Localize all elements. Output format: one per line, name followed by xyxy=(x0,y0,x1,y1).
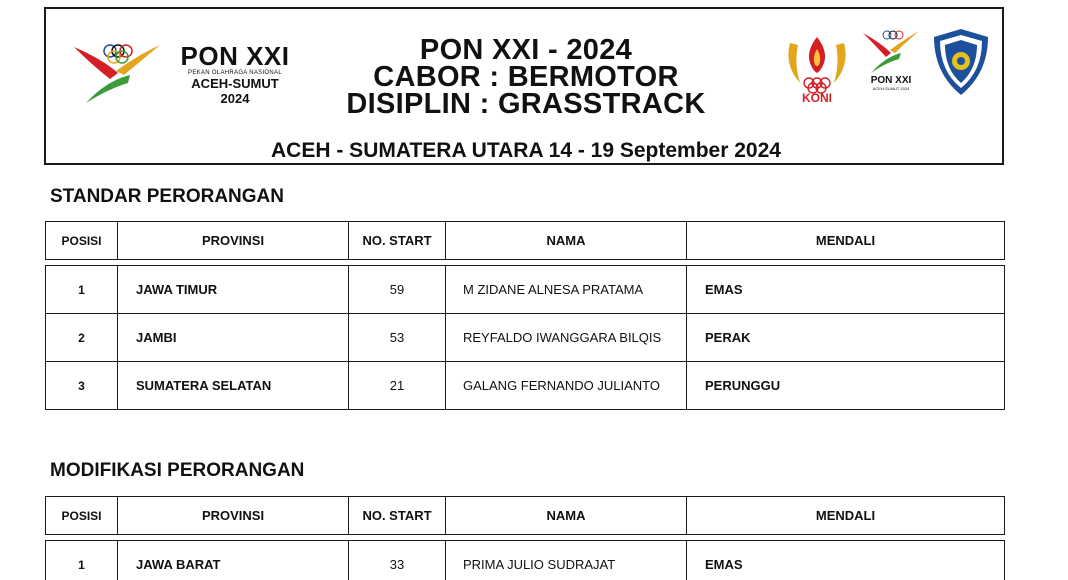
results-table-standar xyxy=(45,221,1005,410)
table-header-row xyxy=(46,497,1005,535)
logo-region: ACEH-SUMUT xyxy=(191,76,279,91)
col-mendali: MENDALI xyxy=(687,497,1005,535)
cell-nama: GALANG FERNANDO JULIANTO xyxy=(446,362,687,410)
cell-no-start: 59 xyxy=(349,266,446,314)
col-no-start: NO. START xyxy=(349,497,446,535)
koni-label: KONI xyxy=(802,91,832,105)
cell-provinsi: JAMBI xyxy=(118,314,349,362)
cell-mendali: PERAK xyxy=(687,314,1005,362)
cell-mendali: EMAS xyxy=(687,541,1005,580)
cell-no-start: 33 xyxy=(349,541,446,580)
cell-nama: M ZIDANE ALNESA PRATAMA xyxy=(446,266,687,314)
logo-subtitle: PEKAN OLAHRAGA NASIONAL xyxy=(188,70,282,76)
cell-provinsi: JAWA TIMUR xyxy=(118,266,349,314)
title-line-1: PON XXI - 2024 xyxy=(419,34,633,66)
logo-year: 2024 xyxy=(220,91,250,106)
title-line-2: CABOR : BERMOTOR xyxy=(373,61,679,93)
table-row xyxy=(46,541,1005,580)
cell-posisi: 2 xyxy=(46,314,118,362)
logo-title: PON XXI xyxy=(180,41,290,71)
document-title xyxy=(286,34,766,120)
small-logo-subtitle: ACEH-SUMUT 2024 xyxy=(872,86,910,91)
table-row xyxy=(46,362,1005,410)
cell-mendali: PERUNGGU xyxy=(687,362,1005,410)
col-nama: NAMA xyxy=(446,497,687,535)
col-mendali: MENDALI xyxy=(687,222,1005,260)
col-posisi: POSISI xyxy=(46,222,118,260)
results-table-modifikasi xyxy=(45,496,1005,580)
cell-no-start: 53 xyxy=(349,314,446,362)
col-no-start: NO. START xyxy=(349,222,446,260)
pon-xxi-logo-icon xyxy=(72,39,162,109)
cell-nama: PRIMA JULIO SUDRAJAT xyxy=(446,541,687,580)
table-row xyxy=(46,314,1005,362)
table-row xyxy=(46,266,1005,314)
cell-no-start: 21 xyxy=(349,362,446,410)
cell-posisi: 1 xyxy=(46,266,118,314)
small-logo-title: PON XXI xyxy=(870,75,912,86)
small-logo-text xyxy=(858,75,924,91)
col-nama: NAMA xyxy=(446,222,687,260)
section-title-modifikasi: MODIFIKASI PERORANGAN xyxy=(50,460,305,481)
cell-provinsi: JAWA BARAT xyxy=(118,541,349,580)
section-title-standar: STANDAR PERORANGAN xyxy=(50,186,284,207)
pon-xxi-small-logo-icon xyxy=(861,27,921,77)
table-header-row xyxy=(46,222,1005,260)
cell-posisi: 3 xyxy=(46,362,118,410)
cell-mendali: EMAS xyxy=(687,266,1005,314)
title-line-3: DISIPLIN : GRASSTRACK xyxy=(346,88,706,120)
col-provinsi: PROVINSI xyxy=(118,497,349,535)
document-header xyxy=(44,7,1004,165)
cell-provinsi: SUMATERA SELATAN xyxy=(118,362,349,410)
cell-posisi: 1 xyxy=(46,541,118,580)
col-posisi: POSISI xyxy=(46,497,118,535)
pon-logo-text xyxy=(170,43,300,106)
col-provinsi: PROVINSI xyxy=(118,222,349,260)
cell-nama: REYFALDO IWANGGARA BILQIS xyxy=(446,314,687,362)
imi-shield-logo-icon xyxy=(930,27,992,97)
event-location-dates: ACEH - SUMATERA UTARA 14 - 19 September 2024 xyxy=(271,139,781,162)
